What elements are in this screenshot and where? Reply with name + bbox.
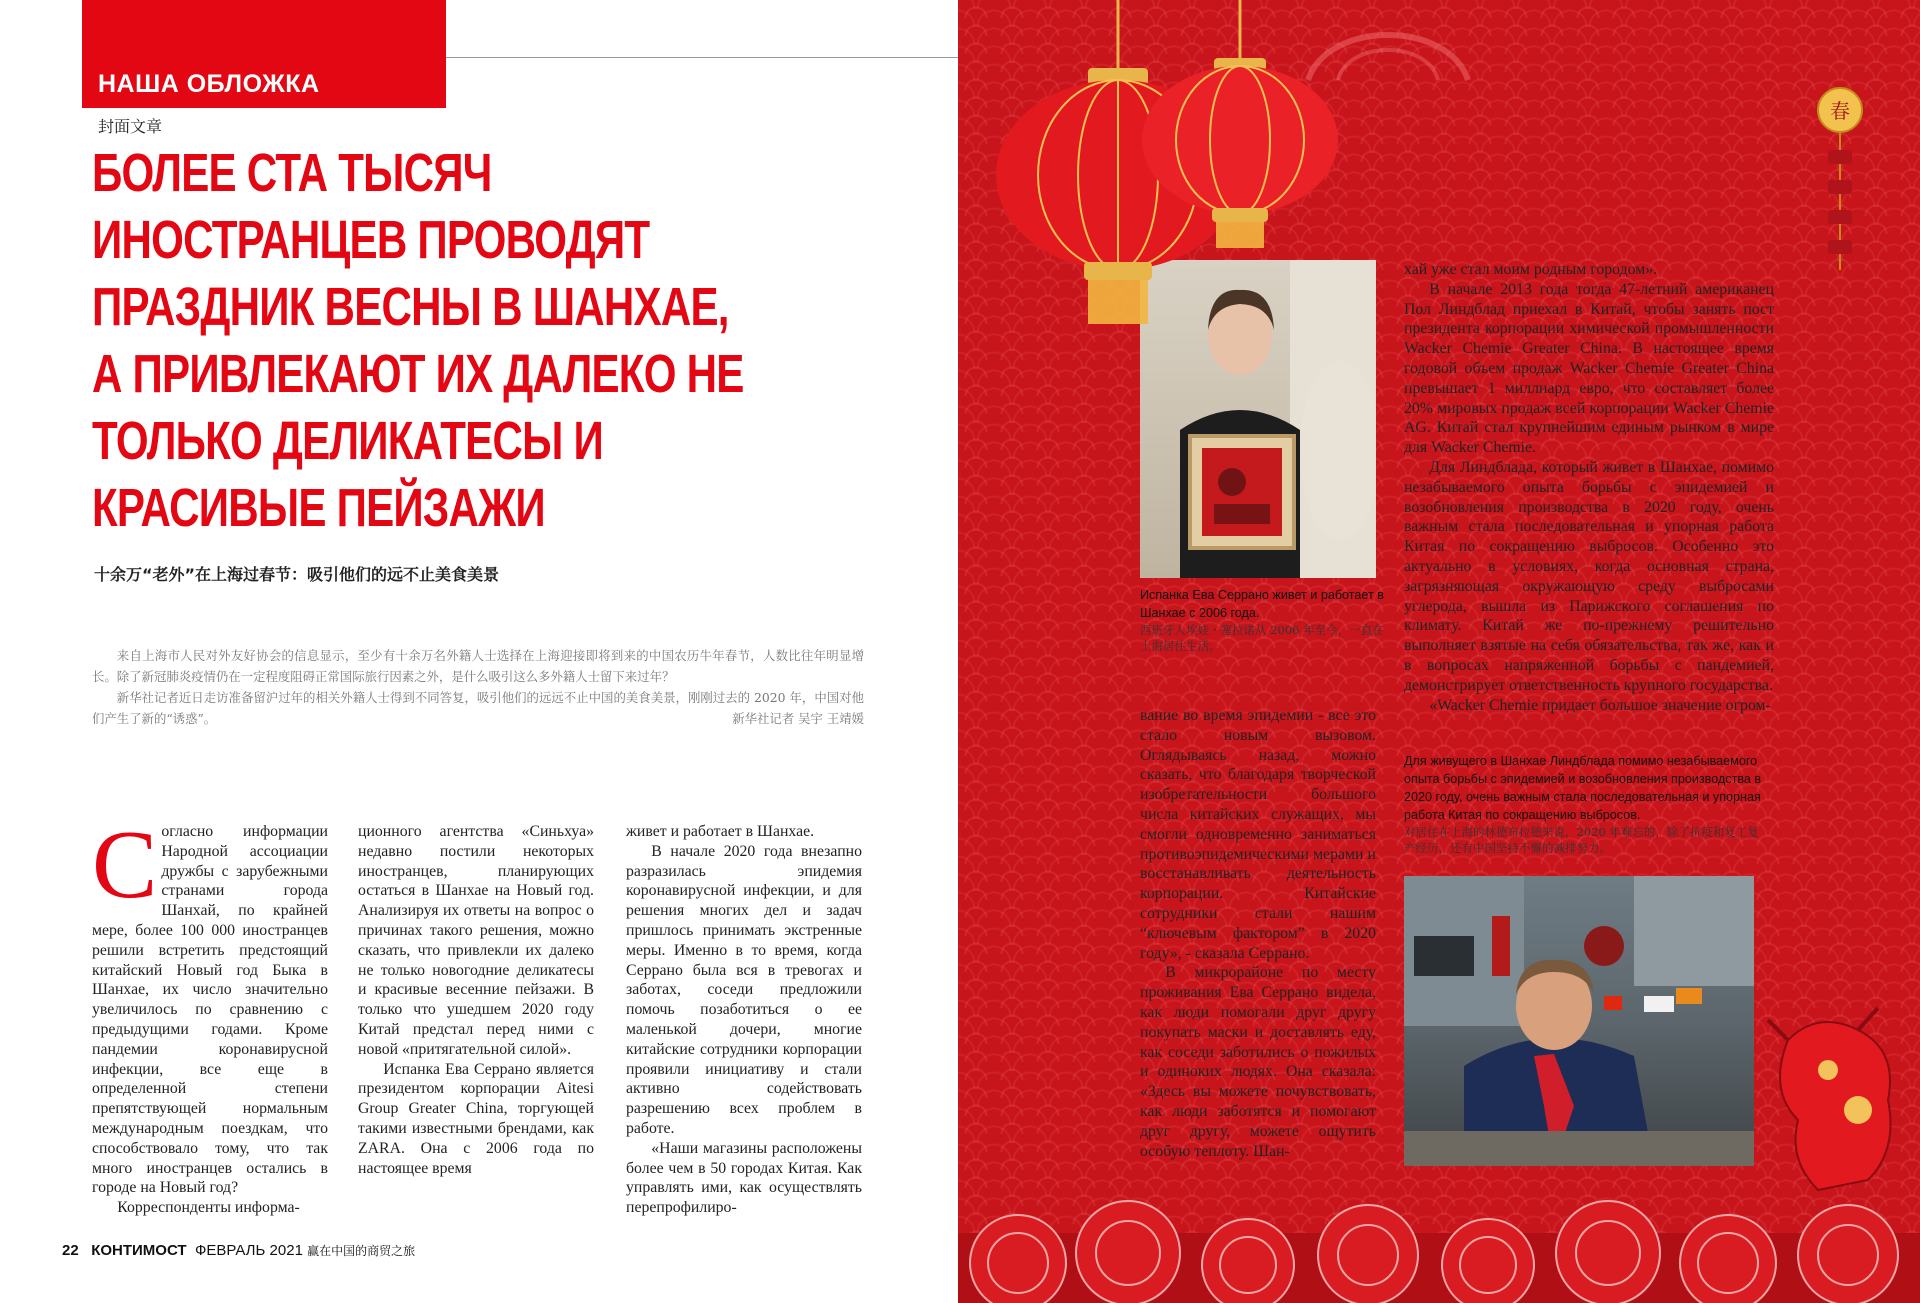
headline [92, 140, 744, 542]
page-footer [62, 1242, 415, 1259]
lead-paragraph: 新华社记者近日走访准备留沪过年的相关外籍人士得到不同答复，吸引他们的远远不止中国的美食美景，刚刚过去的 2020 年，中国对他们产生了新的“诱惑”。 [92, 690, 864, 726]
section-label-cn: 封面文章 [98, 117, 163, 136]
ox-papercut-icon [1758, 1000, 1918, 1200]
headline-line: ТОЛЬКО ДЕЛИКАТЕСЫ И [92, 411, 603, 471]
portrait-icon [1404, 876, 1754, 1166]
paragraph: ционного агентства «Синьхуа» недавно постили некоторых иностранцев, планирующих остаться в Шанхае на Новый год. Анализируя их ответы на вопрос о причинах такого решения, можно сказать, что привлекли их далеко не только новогодние деликатесы и красивые весенние пейзажи. В только что ушедшем 2020 году Китай предстал перед ними с новой «притягательной силой». [358, 823, 594, 1058]
headline-line: КРАСИВЫЕ ПЕЙЗАЖИ [92, 478, 545, 538]
caption-cn: 对居住在上海的林德布拉德来说，2020 年难忘的，除了抗疫和复工复产经历，还有中国坚持不懈的减排努力。 [1404, 825, 1759, 855]
slogan-cn: 赢在中国的商贸之旅 [307, 1244, 416, 1258]
headline-line: ПРАЗДНИК ВЕСНЫ В ШАНХАЕ, [92, 277, 729, 337]
lantern-icon [1130, 0, 1350, 250]
paragraph: Согласно информации Народной ассоциации дружбы с зарубежными странами города Шанхай, по крайней мере, более 100 000 иностранцев решили встретить предстоящий китайский Новый год Быка в Шанхае, их число значительно увеличилось по сравнению с предыдущими годами. Кроме пандемии коронавирусной инфекции, все еще в определенной степени препятствующей нормальным международным поездкам, что способствовало тому, что так много иностранцев остались в городе на Новый год? [92, 811, 328, 1197]
column-5 [1140, 706, 1376, 1161]
headline-line: А ПРИВЛЕКАЮТ ИХ ДАЛЕКО НЕ [92, 344, 744, 404]
caption-ru: Для живущего в Шанхае Линдблада помимо незабываемого опыта борьбы с эпидемией и возобновления производства в 2020 году, очень важным стала последовательная и упорная работа Китая по сокращению выбросов. [1404, 754, 1762, 822]
column-1 [92, 811, 328, 1218]
paragraph: В начале 2013 года тогда 47-летний американец Пол Линдблад приехал в Китай, чтобы занять пост президента корпорации химической промышленности Wacker Chemie Greater China. В настоящее время годовой объем продаж Wacker Chemie Greater China превышает 1 миллиард евро, что составляет более 20% мировых продаж всей корпорации Wacker Chemie AG. Китай стал крупнейшим единым рынком в мире для Wacker Chemie. [1404, 280, 1774, 457]
paragraph: Испанка Ева Серрано является президентом корпорации Aitesi Group Greater China, торгующей такими известными брендами, как ZARA. Она с 2006 года по настоящее время [358, 1060, 594, 1177]
lead-cn [92, 645, 864, 729]
paragraph: «Наши магазины расположены более чем в 50 городах Китая. Как управлять ими, как осуществлять перепрофилиро- [626, 1139, 862, 1217]
drop-cap: С [92, 811, 158, 919]
cloud-border-icon [958, 1193, 1920, 1303]
page-number: 22 [62, 1242, 79, 1259]
paragraph: В начале 2020 года внезапно разразилась эпидемия коронавирусной инфекции, и для решения многих дел и задач пришлось принимать экстренные меры. Именно в то время, когда Серрано была вся в тревогах и заботах, соседи предложили помочь позаботиться о ее маленькой дочери, многие китайские сотрудники корпорации проявили инициативу и стали активно содействовать разрешению всех проблем в работе. [626, 842, 862, 1137]
column-3 [626, 822, 862, 1218]
caption-serrano [1140, 586, 1386, 654]
subtitle-cn: 十余万“老外”在上海过春节：吸引他们的远不止美食美景 [94, 565, 500, 584]
paragraph: хай уже стал моим родным городом». [1404, 261, 1658, 278]
issue-date: ФЕВРАЛЬ 2021 [194, 1242, 303, 1259]
spring-char: 春 [1830, 99, 1850, 123]
paragraph: живет и работает в Шанхае. [626, 823, 815, 840]
lead-paragraph: 来自上海市人民对外友好协会的信息显示，至少有十余万名外籍人士选择在上海迎接即将到来的中国农历牛年春节，人数比往年明显增长。除了新冠肺炎疫情仍在一定程度阻碍正常国际旅行因素之外，是什么吸引这么多外籍人士留下来过年？ [92, 648, 864, 684]
column-2 [358, 822, 594, 1178]
firecracker-icon [1810, 80, 1870, 280]
caption-ru: Испанка Ева Серрано живет и работает в Шанхае с 2006 года. [1140, 588, 1384, 620]
section-label: НАША ОБЛОЖКА [98, 70, 320, 98]
caption-lindblad [1404, 752, 1764, 856]
paragraph: вание во время эпидемии - все это стало новым вызовом. Оглядываясь назад, можно сказать, что благодаря творческой изобретательности большого числа китайских служащих, мы смогли одновременно заниматься противоэпидемическими мерами и восстанавливать деятельность корпорации. Китайские сотрудники стали нашим “ключевым фактором” в 2020 году», - сказала Серрано. [1140, 707, 1376, 962]
paragraph: «Wacker Chemie придает большое значение огром- [1429, 696, 1771, 714]
column-4 [1404, 260, 1774, 715]
headline-line: ИНОСТРАНЦЕВ ПРОВОДЯТ [92, 210, 650, 270]
paragraph: В микрорайоне по месту проживания Ева Серрано видела, как люди помогали друг другу покупать маски и доставлять еду, как соседи заботились о пожилых и одиноких людях. Она сказала: «Здесь вы можете почувствовать, как люди заботятся и помогают друг другу, можете ощутить особую теплоту. Шан- [1140, 964, 1376, 1160]
left-page [0, 0, 958, 1303]
headline-line: БОЛЕЕ СТА ТЫСЯЧ [92, 143, 492, 203]
header-rule [446, 57, 958, 58]
caption-cn: 西班牙人埃娃・塞拉诺从 2006 年至今，一直在上海居住生活。 [1140, 623, 1384, 653]
paragraph: Для Линдблада, который живет в Шанхае, помимо незабываемого опыта борьбы с эпидемией и возобновления производства в 2020 году, очень важным стала последовательная и упорная работа Китая по сокращению выбросов. Особенно это актуально в условиях, когда основная страна, загрязняющая окружающую среду выбросами углерода, вышла из Парижского соглашения по климату. Китай же по-прежнему решительно выполняет взятые на себя обязательства, так же, как и в вопросах напряженной борьбы с пандемией, демонстрирует ответственность крупного государства. [1404, 458, 1774, 694]
right-page [958, 0, 1920, 1303]
paragraph: Корреспонденты информа- [117, 1199, 300, 1217]
lindblad-photo [1404, 876, 1754, 1166]
byline: 新华社记者 吴宇 王靖媛 [732, 711, 864, 726]
magazine-name: КОНТИМОСТ [91, 1242, 187, 1259]
